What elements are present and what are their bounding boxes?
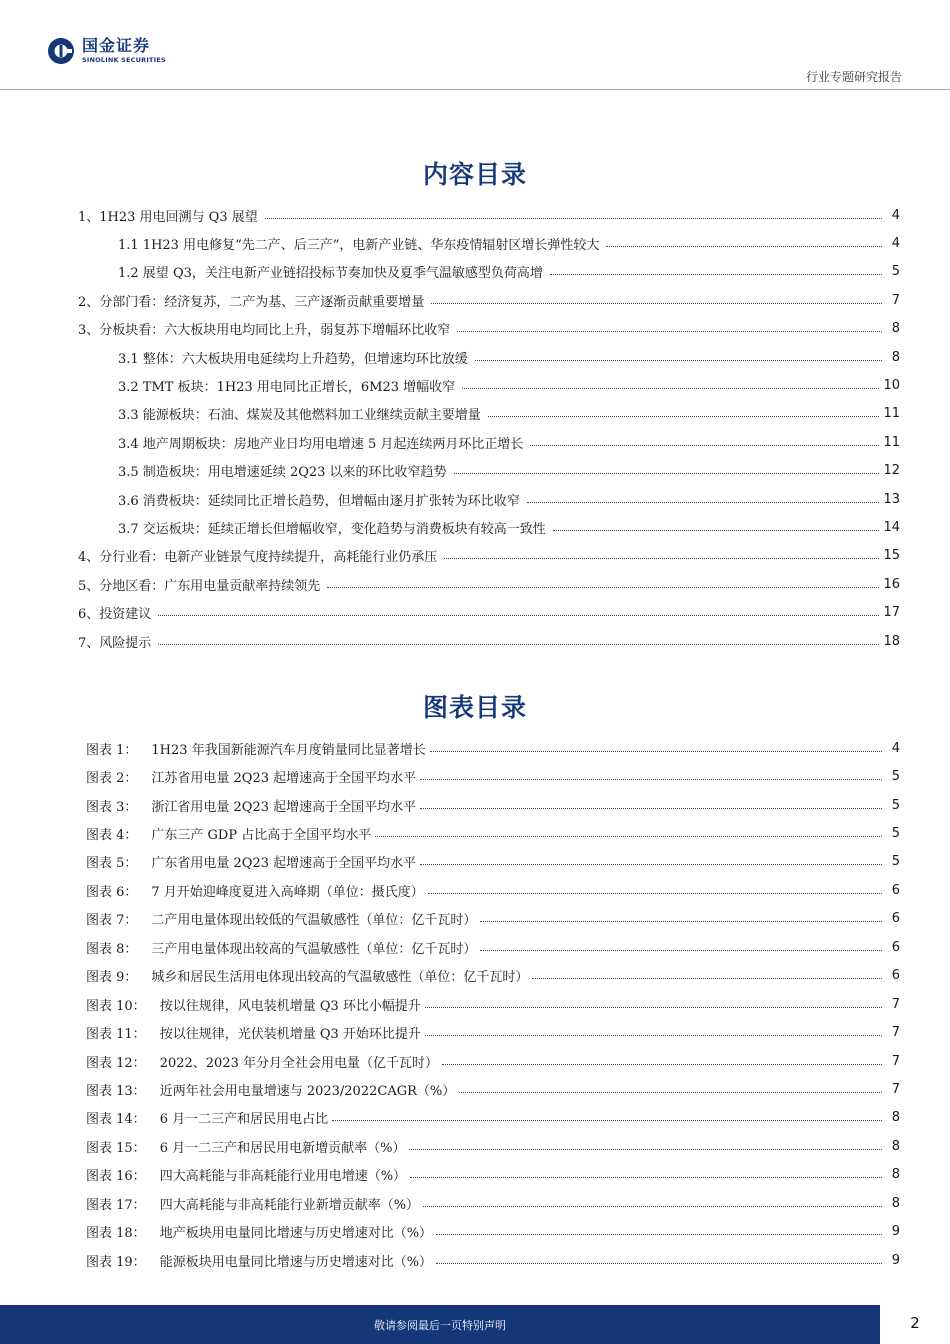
- footer-disclaimer: 敬请参阅最后一页特别声明: [374, 1319, 506, 1332]
- figure-entry-page: 7: [891, 1053, 900, 1069]
- toc-entry-page: 11: [883, 406, 900, 422]
- dot-leader: [462, 388, 879, 389]
- dot-leader: [480, 921, 882, 922]
- figure-entry-title: 广东省用电量 2Q23 起增速高于全国平均水平: [151, 856, 417, 872]
- toc-entry-label: 2、分部门看：经济复苏，二产为基、三产逐渐贡献重要增量: [78, 291, 427, 310]
- logo-english-name: SINOLINK SECURITIES: [82, 56, 166, 65]
- figure-entry-page: 5: [891, 854, 900, 870]
- company-logo: [46, 36, 166, 66]
- dot-leader: [527, 502, 880, 503]
- dot-leader: [457, 331, 882, 332]
- dot-leader: [436, 1234, 882, 1235]
- table-of-contents: [78, 201, 900, 655]
- toc-entry[interactable]: [78, 371, 900, 399]
- figure-entry-title: 1H23 年我国新能源汽车月度销量同比显著增长: [151, 742, 426, 758]
- figure-entry[interactable]: [86, 1132, 900, 1160]
- figure-entry-number: 图表 14：: [86, 1112, 146, 1128]
- toc-heading: 内容目录: [422, 160, 527, 189]
- figure-entry-title: 6 月一二三产和居民用电新增贡献率（%）: [159, 1140, 406, 1156]
- dot-leader: [532, 978, 882, 979]
- figure-entry-title: 二产用电量体现出较低的气温敏感性（单位：亿千瓦时）: [151, 913, 477, 929]
- toc-entry-label: 3.7 交运板块：延续正增长但增幅收窄，变化趋势与消费板块有较高一致性: [118, 518, 549, 537]
- toc-entry[interactable]: [78, 400, 900, 428]
- toc-entry-page: 17: [883, 605, 900, 621]
- figure-entry-number: 图表 9：: [86, 970, 138, 986]
- figure-entry-page: 6: [891, 968, 900, 984]
- header-divider: [0, 89, 950, 90]
- figure-entry-title: 7 月开始迎峰度夏进入高峰期（单位：摄氏度）: [151, 884, 424, 900]
- figure-entry[interactable]: [86, 1047, 900, 1075]
- toc-entry[interactable]: [78, 286, 900, 314]
- figure-entry-number: 图表 15：: [86, 1140, 146, 1156]
- toc-entry-label: 3.3 能源板块：石油、煤炭及其他燃料加工业继续贡献主要增量: [118, 404, 484, 423]
- figure-entry-number: 图表 4：: [86, 828, 138, 844]
- figure-entry[interactable]: [86, 962, 900, 990]
- page-header: [0, 0, 950, 92]
- figure-entry-title: 广东三产 GDP 占比高于全国平均水平: [151, 828, 372, 844]
- toc-entry[interactable]: [78, 570, 900, 598]
- figure-entry-title: 近两年社会用电量增速与 2023/2022CAGR（%）: [159, 1083, 456, 1099]
- toc-entry-label: 1、1H23 用电回溯与 Q3 展望: [78, 206, 261, 225]
- page-number: 2: [910, 1314, 920, 1332]
- figure-entry-page: 6: [891, 939, 900, 955]
- figure-list: [86, 734, 900, 1274]
- toc-entry-page: 7: [891, 292, 900, 308]
- figure-entry-number: 图表 3：: [86, 799, 138, 815]
- figure-entry-number: 图表 6：: [86, 884, 138, 900]
- toc-entry[interactable]: [78, 428, 900, 456]
- figure-entry-page: 5: [891, 797, 900, 813]
- toc-entry-page: 14: [883, 519, 900, 535]
- figure-entry-page: 7: [891, 996, 900, 1012]
- figure-entry[interactable]: [86, 762, 900, 790]
- dot-leader: [420, 864, 882, 865]
- dot-leader: [454, 473, 880, 474]
- figure-entry-page: 7: [891, 1081, 900, 1097]
- figure-entry[interactable]: [86, 1189, 900, 1217]
- dot-leader: [158, 615, 879, 616]
- dot-leader: [550, 274, 882, 275]
- dot-leader: [158, 644, 879, 645]
- figure-entry-number: 图表 7：: [86, 913, 138, 929]
- dot-leader: [332, 1120, 882, 1121]
- dot-leader: [436, 1263, 882, 1264]
- dot-leader: [409, 1149, 882, 1150]
- figure-entry-page: 9: [891, 1252, 900, 1268]
- figure-entry-number: 图表 2：: [86, 771, 138, 787]
- sinolink-logo-icon: [46, 36, 76, 66]
- toc-entry[interactable]: [78, 343, 900, 371]
- figure-entry[interactable]: [86, 990, 900, 1018]
- figure-entry[interactable]: [86, 905, 900, 933]
- figure-entry-page: 8: [891, 1167, 900, 1183]
- figure-entry[interactable]: [86, 1075, 900, 1103]
- toc-entry[interactable]: [78, 485, 900, 513]
- toc-entry[interactable]: [78, 513, 900, 541]
- figure-entry-number: 图表 5：: [86, 856, 138, 872]
- figure-entry-number: 图表 12：: [86, 1055, 146, 1071]
- figure-entry-page: 4: [891, 740, 900, 756]
- figure-entry-page: 7: [891, 1025, 900, 1041]
- toc-entry-label: 4、分行业看：电新产业链景气度持续提升，高耗能行业仍承压: [78, 546, 440, 565]
- toc-entry[interactable]: [78, 627, 900, 655]
- figure-entry-title: 地产板块用电量同比增速与历史增速对比（%）: [159, 1226, 433, 1242]
- figure-entry-number: 图表 19：: [86, 1254, 146, 1270]
- toc-entry-label: 3.2 TMT 板块：1H23 用电同比正增长，6M23 增幅收窄: [118, 376, 458, 395]
- figure-entry-number: 图表 16：: [86, 1169, 146, 1185]
- toc-entry-page: 10: [883, 378, 900, 394]
- figure-entry-number: 图表 13：: [86, 1083, 146, 1099]
- figure-entry-page: 5: [891, 769, 900, 785]
- toc-entry-page: 4: [891, 236, 900, 252]
- toc-entry-label: 3、分板块看：六大板块用电均同比上升，弱复苏下增幅环比收窄: [78, 319, 453, 338]
- dot-leader: [265, 218, 882, 219]
- toc-entry[interactable]: [78, 598, 900, 626]
- toc-entry-label: 5、分地区看：广东用电量贡献率持续领先: [78, 575, 323, 594]
- figure-entry[interactable]: [86, 1217, 900, 1245]
- dot-leader: [423, 1206, 882, 1207]
- figure-entry-title: 6 月一二三产和居民用电占比: [159, 1112, 329, 1128]
- toc-entry[interactable]: [78, 229, 900, 257]
- figure-entry[interactable]: [86, 848, 900, 876]
- toc-entry[interactable]: [78, 201, 900, 229]
- toc-entry[interactable]: [78, 457, 900, 485]
- report-type-label: 行业专题研究报告: [805, 70, 902, 84]
- toc-entry-page: 15: [883, 548, 900, 564]
- dot-leader: [430, 751, 882, 752]
- figure-entry-number: 图表 1：: [86, 742, 138, 758]
- dot-leader: [428, 893, 882, 894]
- toc-entry-page: 18: [883, 633, 900, 649]
- toc-entry-page: 4: [891, 207, 900, 223]
- dot-leader: [425, 1035, 882, 1036]
- figure-entry-title: 按以往规律，风电装机增量 Q3 环比小幅提升: [159, 998, 421, 1014]
- toc-entry-page: 12: [883, 463, 900, 479]
- figure-entry-title: 按以往规律，光伏装机增量 Q3 开始环比提升: [159, 1027, 421, 1043]
- figure-entry[interactable]: [86, 734, 900, 762]
- toc-entry-page: 13: [883, 491, 900, 507]
- figure-entry-title: 江苏省用电量 2Q23 起增速高于全国平均水平: [151, 771, 417, 787]
- dot-leader: [444, 558, 879, 559]
- logo-chinese-name: 国金证券: [82, 36, 151, 56]
- figure-entry[interactable]: [86, 819, 900, 847]
- toc-entry-label: 1.1 1H23 用电修复“先二产、后三产”，电新产业链、华东疫情辐射区增长弹性较大: [118, 234, 602, 253]
- dot-leader: [488, 416, 880, 417]
- figure-entry-number: 图表 11：: [86, 1027, 146, 1043]
- toc-entry[interactable]: [78, 258, 900, 286]
- figure-list-heading: 图表目录: [422, 693, 527, 722]
- figure-entry-title: 能源板块用电量同比增速与历史增速对比（%）: [159, 1254, 433, 1270]
- figure-entry-number: 图表 18：: [86, 1226, 146, 1242]
- figure-entry-title: 四大高耗能与非高耗能行业新增贡献率（%）: [159, 1197, 420, 1213]
- toc-entry-page: 11: [883, 434, 900, 450]
- figure-entry-number: 图表 17：: [86, 1197, 146, 1213]
- dot-leader: [431, 303, 882, 304]
- figure-entry-number: 图表 8：: [86, 941, 138, 957]
- toc-entry-label: 3.1 整体：六大板块用电延续均上升趋势，但增速均环比放缓: [118, 348, 471, 367]
- toc-entry-label: 1.2 展望 Q3，关注电新产业链招投标节奏加快及夏季气温敏感型负荷高增: [118, 262, 546, 281]
- dot-leader: [475, 360, 882, 361]
- dot-leader: [420, 779, 882, 780]
- toc-entry-label: 3.6 消费板块：延续同比正增长趋势，但增幅由逐月扩张转为环比收窄: [118, 490, 523, 509]
- toc-entry-page: 8: [891, 349, 900, 365]
- toc-entry-page: 8: [891, 321, 900, 337]
- toc-entry-label: 7、风险提示: [78, 632, 154, 651]
- toc-entry-page: 16: [883, 576, 900, 592]
- dot-leader: [442, 1064, 882, 1065]
- toc-entry-label: 6、投资建议: [78, 603, 154, 622]
- figure-entry-page: 8: [891, 1110, 900, 1126]
- figure-entry-title: 三产用电量体现出较高的气温敏感性（单位：亿千瓦时）: [151, 941, 477, 957]
- figure-entry[interactable]: [86, 1246, 900, 1274]
- dot-leader: [410, 1177, 882, 1178]
- figure-entry-title: 城乡和居民生活用电体现出较高的气温敏感性（单位：亿千瓦时）: [151, 970, 529, 986]
- figure-entry-title: 2022、2023 年分月全社会用电量（亿千瓦时）: [159, 1055, 438, 1071]
- dot-leader: [459, 1092, 882, 1093]
- toc-entry[interactable]: [78, 542, 900, 570]
- toc-entry-label: 3.5 制造板块：用电增速延续 2Q23 以来的环比收窄趋势: [118, 461, 450, 480]
- figure-entry-page: 5: [891, 826, 900, 842]
- toc-entry[interactable]: [78, 315, 900, 343]
- dot-leader: [530, 445, 879, 446]
- figure-entry[interactable]: [86, 1104, 900, 1132]
- figure-entry-page: 6: [891, 882, 900, 898]
- figure-entry-page: 6: [891, 911, 900, 927]
- dot-leader: [420, 808, 882, 809]
- figure-entry[interactable]: [86, 791, 900, 819]
- figure-entry-number: 图表 10：: [86, 998, 146, 1014]
- figure-entry-page: 8: [891, 1138, 900, 1154]
- figure-entry-title: 浙江省用电量 2Q23 起增速高于全国平均水平: [151, 799, 417, 815]
- dot-leader: [606, 246, 882, 247]
- dot-leader: [480, 950, 882, 951]
- figure-entry-page: 8: [891, 1195, 900, 1211]
- toc-entry-page: 5: [891, 264, 900, 280]
- toc-entry-label: 3.4 地产周期板块：房地产业日均用电增速 5 月起连续两月环比正增长: [118, 433, 526, 452]
- figure-entry[interactable]: [86, 1161, 900, 1189]
- dot-leader: [425, 1007, 882, 1008]
- figure-entry-page: 9: [891, 1224, 900, 1240]
- dot-leader: [553, 530, 880, 531]
- figure-entry[interactable]: [86, 876, 900, 904]
- figure-entry[interactable]: [86, 933, 900, 961]
- dot-leader: [327, 587, 879, 588]
- figure-entry-title: 四大高耗能与非高耗能行业用电增速（%）: [159, 1169, 407, 1185]
- dot-leader: [375, 836, 882, 837]
- figure-entry[interactable]: [86, 1018, 900, 1046]
